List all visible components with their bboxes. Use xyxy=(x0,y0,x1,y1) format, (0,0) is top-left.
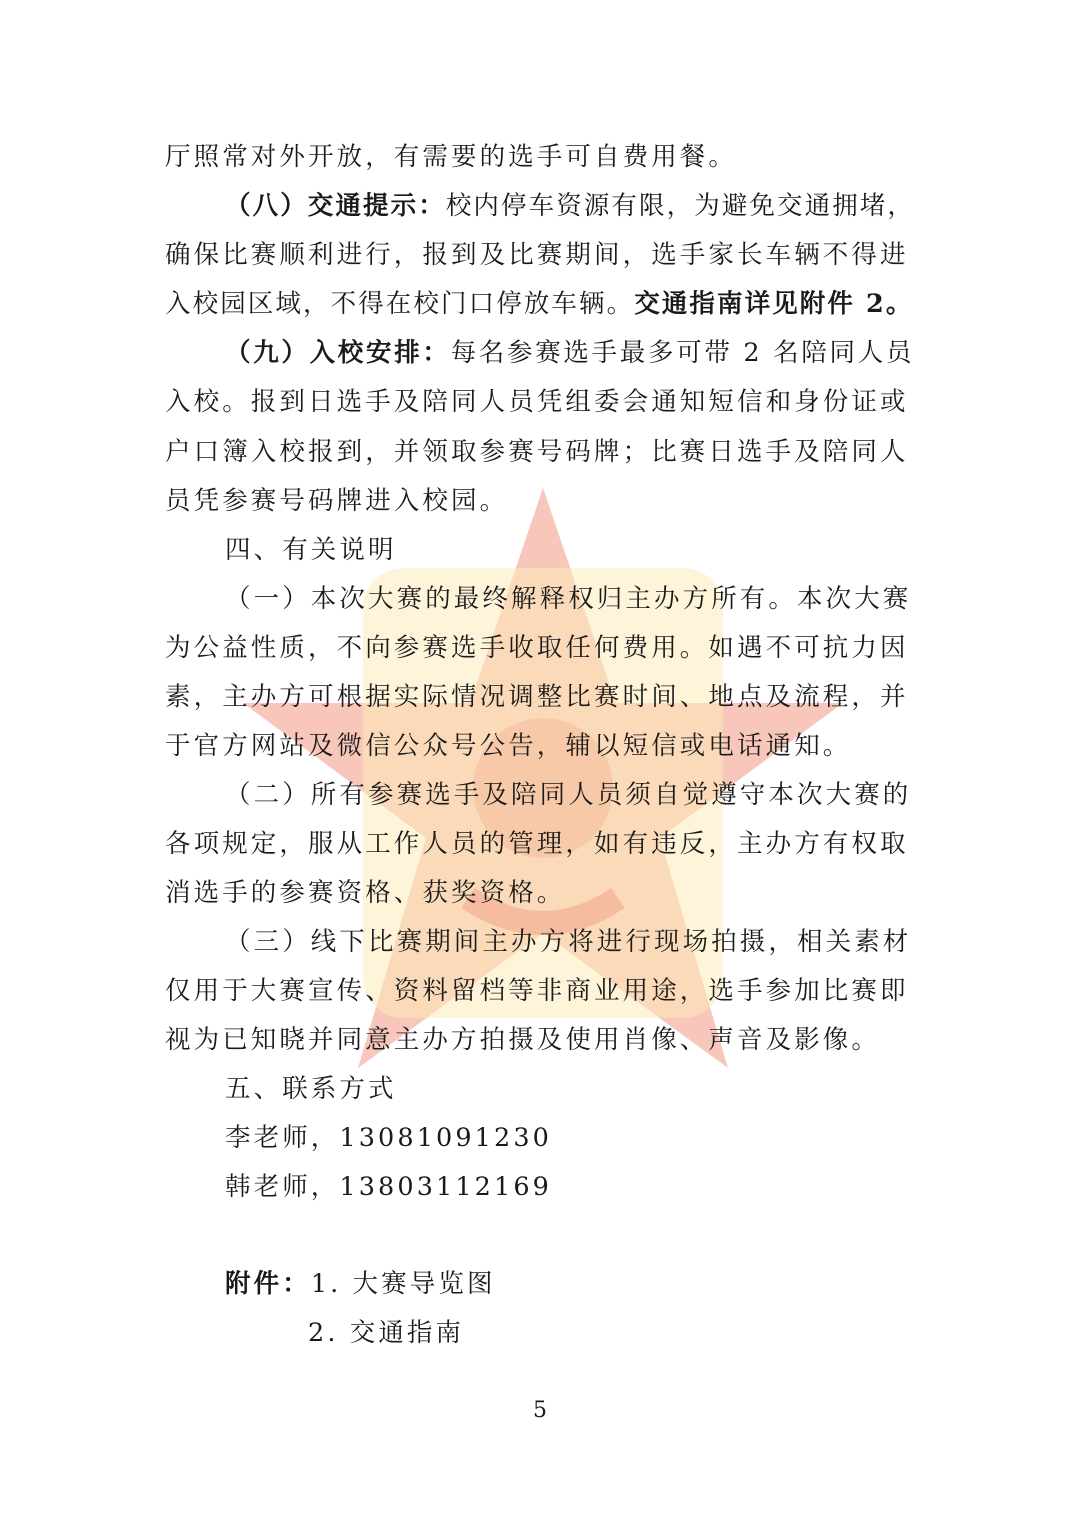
section-8-line-1: （八）交通提示：校内停车资源有限，为避免交通拥堵， xyxy=(225,191,916,221)
item-2-line-3: 消选手的参赛资格、获奖资格。 xyxy=(165,878,566,908)
contact-li: 李老师，13081091230 xyxy=(225,1123,552,1153)
contact-han: 韩老师，13803112169 xyxy=(225,1172,552,1202)
section-9-line-1: （九）入校安排：每名参赛选手最多可带 2 名陪同人员 xyxy=(225,338,915,368)
item-1-line-4: 于官方网站及微信公众号公告，辅以短信或电话通知。 xyxy=(165,731,852,761)
section-9-heading: （九）入校安排： xyxy=(225,338,451,368)
attachment-line-1 xyxy=(225,1269,496,1299)
item-3-line-1: （三）线下比赛期间主办方将进行现场拍摄，相关素材 xyxy=(225,927,912,957)
section-9-line-2: 入校。报到日选手及陪同人员凭组委会通知短信和身份证或 xyxy=(165,387,909,417)
page-number: 5 xyxy=(533,1398,547,1423)
section-9-line-3: 户口簿入校报到，并领取参赛号码牌；比赛日选手及陪同人 xyxy=(165,437,909,467)
attachment-2: 2. 交通指南 xyxy=(308,1318,465,1348)
attachment-label: 附件： xyxy=(225,1269,311,1299)
section-8-line-3: 入校园区域，不得在校门口停放车辆。交通指南详见附件 2。 xyxy=(165,289,914,319)
traffic-guide-note: 交通指南详见附件 2。 xyxy=(634,289,914,319)
heading-4: 四、有关说明 xyxy=(225,535,397,565)
item-1-line-1: （一）本次大赛的最终解释权归主办方所有。本次大赛 xyxy=(225,584,912,614)
item-3-line-2: 仅用于大赛宣传、资料留档等非商业用途，选手参加比赛即 xyxy=(165,976,909,1006)
item-2-line-2: 各项规定，服从工作人员的管理，如有违反，主办方有权取 xyxy=(165,829,909,859)
section-8-heading: （八）交通提示： xyxy=(225,191,446,221)
item-3-line-3: 视为已知晓并同意主办方拍摄及使用肖像、声音及影像。 xyxy=(165,1025,881,1055)
item-1-line-2: 为公益性质，不向参赛选手收取任何费用。如遇不可抗力因 xyxy=(165,633,909,663)
item-1-line-3: 素，主办方可根据实际情况调整比赛时间、地点及流程，并 xyxy=(165,682,909,712)
item-2-line-1: （二）所有参赛选手及陪同人员须自觉遵守本次大赛的 xyxy=(225,780,912,810)
section-8-line-2: 确保比赛顺利进行，报到及比赛期间，选手家长车辆不得进 xyxy=(165,240,909,270)
attachment-1: 1. 大赛导览图 xyxy=(310,1269,496,1299)
section-9-line-4: 员凭参赛号码牌进入校园。 xyxy=(165,486,509,516)
paragraph-line: 厅照常对外开放，有需要的选手可自费用餐。 xyxy=(165,142,738,172)
heading-5: 五、联系方式 xyxy=(225,1074,397,1104)
